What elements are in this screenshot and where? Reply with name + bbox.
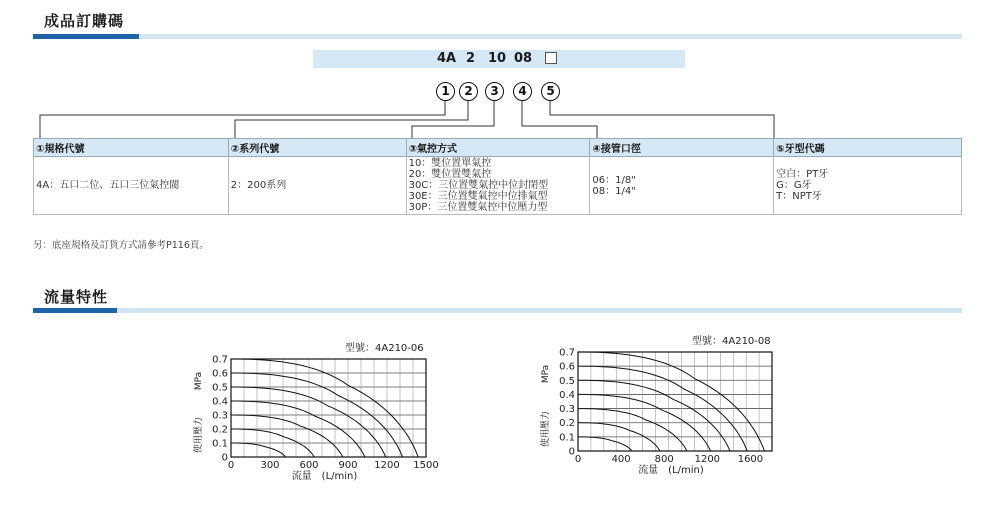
y-axis-label: 使用壓力 xyxy=(541,410,551,448)
code-part-series: 4A xyxy=(437,51,457,66)
y-tick-label: 0.4 xyxy=(559,389,575,401)
header-thread-type: ⑤牙型代碼 xyxy=(774,139,962,157)
y-tick-label: 0.2 xyxy=(212,424,228,436)
code-part-port: 08 xyxy=(514,51,533,66)
circle-2: 2 xyxy=(459,82,478,101)
y-tick-label: 0.3 xyxy=(212,410,228,422)
y-tick-label: 0.6 xyxy=(559,361,575,373)
thread-option: 空白：PT牙 xyxy=(776,169,829,180)
cell-spec-code: 4A：五口二位、五口三位氣控閥 xyxy=(34,157,229,215)
x-tick-label: 1200 xyxy=(374,460,400,471)
y-tick-label: 0.3 xyxy=(559,404,575,416)
y-axis-label: 使用壓力 xyxy=(194,416,204,454)
header-spec-code: ①規格代號 xyxy=(34,139,229,157)
y-tick-label: 0.7 xyxy=(559,347,575,359)
y-tick-label: 0.6 xyxy=(212,368,228,380)
circle-4: 4 xyxy=(513,82,532,101)
y-tick-label: 0.7 xyxy=(212,354,228,366)
thread-option: T：NPT牙 xyxy=(776,191,822,202)
y-tick-label: 0.2 xyxy=(559,418,575,430)
section-title-flow: 流量特性 xyxy=(44,288,109,306)
x-tick-label: 800 xyxy=(654,454,674,465)
cell-series-code: 2：200系列 xyxy=(228,157,406,215)
y-tick-label: 0.5 xyxy=(212,382,228,394)
header-port-size: ④接管口徑 xyxy=(590,139,774,157)
x-tick-label: 400 xyxy=(611,454,631,465)
circle-5: 5 xyxy=(541,82,560,101)
port-option: 06：1/8" xyxy=(592,174,636,186)
y-tick-label: 0.1 xyxy=(559,432,575,444)
control-option: 20：雙位置雙氣控 xyxy=(408,169,492,180)
control-option: 30E：三位置雙氣控中位排氣型 xyxy=(408,191,548,202)
control-option: 30P：三位置雙氣控中位壓力型 xyxy=(408,202,548,213)
x-axis-label: 流量 (L/min) xyxy=(291,471,358,482)
y-axis-unit-label: MPa xyxy=(194,371,204,391)
x-tick-label: 900 xyxy=(338,460,358,471)
y-tick-label: 0.5 xyxy=(559,375,575,387)
control-option: 10：雙位置單氣控 xyxy=(408,158,492,169)
y-tick-label: 0 xyxy=(221,452,228,464)
thread-option: G：G牙 xyxy=(776,180,812,191)
x-tick-label: 300 xyxy=(260,460,280,471)
note-text: 另：底座規格及訂貨方式請參考P116頁。 xyxy=(33,240,209,251)
section-title-order-code: 成品訂購碼 xyxy=(44,12,125,30)
x-tick-label: 0 xyxy=(574,454,582,465)
circle-3: 3 xyxy=(485,82,504,101)
y-tick-label: 0.4 xyxy=(212,396,228,408)
y-tick-label: 0 xyxy=(568,446,575,458)
flow-curve-03 xyxy=(578,409,687,451)
y-axis-unit-label: MPa xyxy=(541,364,551,384)
port-option: 08：1/4" xyxy=(592,185,636,197)
code-part-family: 2 xyxy=(466,51,476,66)
x-tick-label: 1600 xyxy=(737,454,764,465)
x-tick-label: 600 xyxy=(299,460,319,471)
chart-title: 型號：4A210-06 xyxy=(345,343,424,354)
circle-1: 1 xyxy=(436,82,455,101)
y-tick-label: 0.1 xyxy=(212,438,228,450)
header-series-code: ②系列代號 xyxy=(228,139,406,157)
chart-title: 型號：4A210-08 xyxy=(692,336,771,347)
x-tick-label: 1200 xyxy=(694,454,721,465)
control-option: 30C：三位置雙氣控中位封閉型 xyxy=(408,180,549,191)
flow-curve-01 xyxy=(578,437,632,451)
x-tick-label: 0 xyxy=(227,460,235,471)
x-axis-label: 流量 (L/min) xyxy=(638,465,704,476)
header-control-method: ③氣控方式 xyxy=(406,139,590,157)
x-tick-label: 1500 xyxy=(413,460,439,471)
code-part-control: 10 xyxy=(488,51,507,66)
